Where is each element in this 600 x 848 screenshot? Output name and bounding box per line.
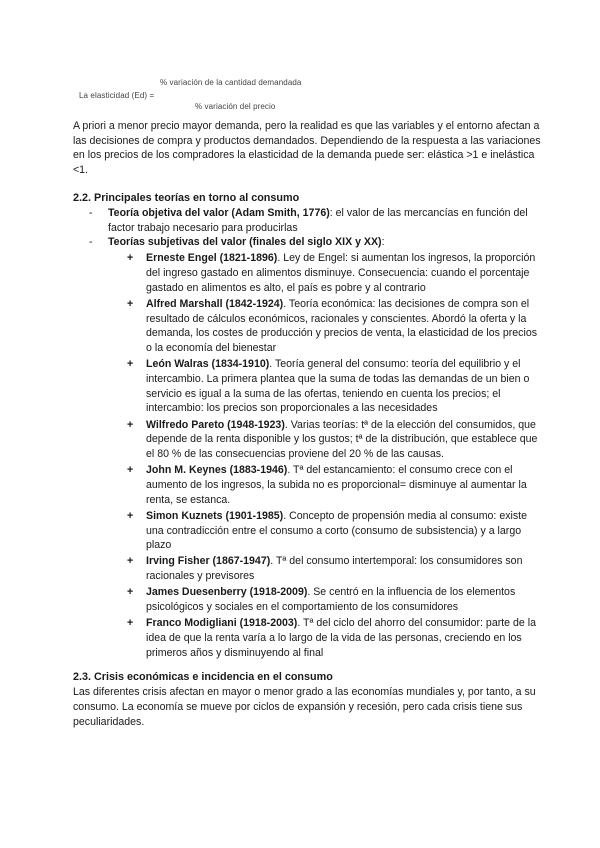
list-item [73,357,541,416]
list-marker: + [127,464,134,477]
intro-paragraph: A priori a menor precio mayor demanda, pero la realidad es que las variables y el entorno afectan a las decisiones de compra y productos demandados. Dependiendo de la respuesta a las variaciones en los precios de los compradores la elasticidad de la demanda puede ser: elástica >1 e inelástica <1. [73,120,541,177]
author-text: . Tª del ciclo del ahorro del consumidor: parte de la idea de que la renta varía a lo largo de la vida de las personas, creciendo en los primeros años y disminuyendo al final [146,617,536,659]
list-item [73,509,541,553]
item-title: Teoría objetiva del valor (Adam Smith, 1776) [108,206,330,219]
author-text: . Teoría general del consumo: teoría del equilibrio y el intercambio. La primera plantea que la suma de todas las demandas de un bien o servicio es igual a la suma de las ofertas, teniendo en cuenta los precios; el intercambio: los precios son proporcionales a las necesidades [146,358,530,415]
formula-numerator: % variación de la cantidad demandada [160,78,302,87]
author-name: Franco Modigliani (1918-2003) [146,617,298,630]
list-marker: + [127,252,134,265]
list-item [73,585,541,614]
section-2-3-heading: 2.3. Crisis económicas e incidencia en el consumo [73,671,333,684]
list-item [73,297,541,356]
list-item [73,235,541,250]
author-text: . Tª del consumo intertemporal: los consumidores son racionales y previsores [146,555,523,583]
formula-denominator: % variación del precio [195,102,276,111]
list-item [73,206,541,235]
list-marker: + [127,555,134,568]
author-text: . Teoría económica: las decisiones de compra son el resultado de cálculos económicos, racionales y conscientes. Abordó la oferta y la demanda, los costes de producción y precios de venta, la elasticidad de los precios o la economía del bienestar [146,298,538,355]
author-name: Wilfredo Pareto (1948-1923) [146,418,285,431]
list-marker: + [127,617,134,630]
author-name: Erneste Engel (1821-1896) [146,252,278,265]
item-text: : [381,236,385,249]
author-text: . Varias teorías: tª de la elección del consumidos, que depende de la renta disponible y los gustos; tª de la distribución, que establece que el 80 % de las consecuencias proviene del 20 % de las causas. [146,418,538,461]
author-text: . Concepto de propensión media al consumo: existe una contradicción entre el consumo a corto (consumo de subsistencia) y a largo plazo [146,509,527,552]
subjective-theories-list [73,251,541,660]
list-marker: + [127,418,134,431]
author-name: Simon Kuznets (1901-1985) [146,509,284,522]
author-text: . Tª del estancamiento: el consumo crece con el aumento de los ingresos, la subida no es proporcional= disminuye al aumentar la renta, se estanca. [146,464,527,506]
item-title: Teorías subjetivas del valor (finales del siglo XIX y XX) [108,236,382,249]
author-name: León Walras (1834-1910) [146,358,270,371]
list-marker: + [127,298,134,311]
author-name: Alfred Marshall (1842-1924) [146,298,284,311]
author-text: . Ley de Engel: si aumentan los ingresos, la proporción del ingreso gastado en alimentos disminuye. Consecuencia: cuando el porcentaje gastado en alimentos es alto, el país es pobre y al contrario [146,252,536,294]
item-text: : el valor de las mercancías en función del factor trabajo necesario para producirlas [108,206,528,234]
list-marker: + [127,358,134,371]
list-item [73,251,541,295]
section-2-3-paragraph: Las diferentes crisis afectan en mayor o menor grado a las economías mundiales y, por tanto, a su consumo. La economía se mueve por ciclos de expansión y recesión, pero cada crisis tiene sus peculiaridades. [73,686,536,728]
author-name: John M. Keynes (1883-1946) [146,464,288,477]
author-name: James Duesenberry (1918-2009) [146,586,308,599]
formula-lhs: La elasticidad (Ed) = [79,91,155,100]
list-item [73,463,541,507]
document-body [73,119,541,730]
theories-list [73,206,541,250]
section-2-2-heading: 2.2. Principales teorías en torno al consumo [73,191,300,204]
list-marker: + [127,509,134,522]
list-marker: + [127,586,134,599]
list-marker: - [89,206,93,219]
list-item [73,554,541,583]
author-name: Irving Fisher (1867-1947) [146,555,271,568]
list-item [73,418,541,462]
list-marker: - [89,236,93,249]
list-item [73,616,541,660]
author-text: . Se centró en la influencia de los elementos psicológicos y sociales en el comportamiento de los consumidores [146,586,516,614]
